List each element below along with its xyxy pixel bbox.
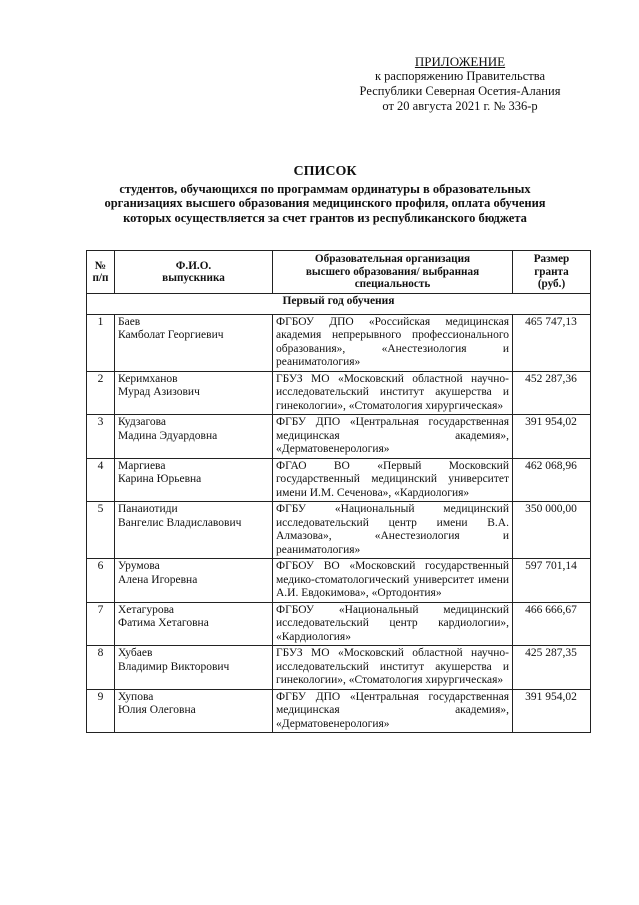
table-row	[87, 415, 591, 459]
graduate-name-cell	[115, 559, 273, 603]
title-line: которых осуществляется за счет грантов из республиканского бюджета	[123, 210, 527, 225]
organization-specialty: ФГАО ВО «Первый Московский государственный медицинский университет имени И.М. Сеченова», «Кардиология»	[273, 458, 513, 502]
graduate-name-cell	[115, 502, 273, 559]
header-organization	[273, 251, 513, 294]
header-text: Размер	[533, 253, 570, 266]
organization-specialty: ГБУЗ МО «Московский областной научно-исследовательский институт акушерства и гинекологии», «Стоматология хирургическая»	[273, 371, 513, 415]
appendix-block	[340, 54, 580, 114]
table-row	[87, 646, 591, 690]
graduate-given-names: Карина Юрьевна	[118, 473, 202, 485]
header-text: выпускника	[162, 272, 225, 284]
organization-specialty: ГБУЗ МО «Московский областной научно-исследовательский институт акушерства и гинекологии», «Стоматология хирургическая»	[273, 646, 513, 690]
title-line: студентов, обучающихся по программам ординатуры в образовательных	[119, 181, 531, 196]
table-row	[87, 689, 591, 733]
row-number: 9	[87, 689, 115, 733]
section-label: Первый год обучения	[87, 294, 591, 315]
graduate-name-cell	[115, 314, 273, 371]
organization-specialty: ФГБУ «Национальный медицинский исследовательский центр имени В.А. Алмазова», «Анестезиология и реаниматология»	[273, 502, 513, 559]
organization-specialty: ФГБОУ ДПО «Российская медицинская академия непрерывного профессионального образования», «Анестезиология и реаниматология»	[273, 314, 513, 371]
row-number: 7	[87, 602, 115, 646]
header-text: №	[94, 259, 107, 272]
grant-amount: 350 000,00	[513, 502, 591, 559]
graduate-surname: Урумова	[118, 560, 160, 572]
graduate-given-names: Мадина Эдуардовна	[118, 429, 218, 442]
header-text: (руб.)	[537, 278, 566, 291]
header-text: Образовательная организация	[314, 253, 471, 266]
graduate-name-cell	[115, 689, 273, 733]
header-name	[115, 251, 273, 294]
organization-specialty: ФГБОУ ВО «Московский государственный медико-стоматологический университет имени А.И. Евдокимова», «Ортодонтия»	[273, 559, 513, 603]
graduate-given-names: Владимир Викторович	[118, 660, 230, 673]
graduate-surname: Кудзагова	[118, 416, 167, 428]
graduate-given-names: Вангелис Владиславович	[118, 516, 242, 529]
graduate-name-cell	[115, 602, 273, 646]
graduate-surname: Керимханов	[118, 372, 178, 385]
row-number: 1	[87, 314, 115, 371]
header-text: п/п	[92, 272, 109, 284]
graduate-name-cell	[115, 458, 273, 502]
table-header-row	[87, 251, 591, 294]
graduate-given-names: Мурад Азизович	[118, 386, 200, 398]
graduate-surname: Баев	[118, 315, 141, 328]
grant-amount: 466 666,67	[513, 602, 591, 646]
appendix-line: к распоряжению Правительства	[374, 69, 545, 83]
graduate-given-names: Юлия Олеговна	[118, 704, 196, 716]
graduate-name-cell	[115, 646, 273, 690]
graduate-given-names: Алена Игоревна	[118, 573, 198, 586]
graduate-surname: Хупова	[118, 690, 154, 703]
row-number: 3	[87, 415, 115, 459]
row-number: 4	[87, 458, 115, 502]
organization-specialty: ФГБУ ДПО «Центральная государственная медицинская академия», «Дерматовенерология»	[273, 689, 513, 733]
header-text: специальность	[354, 278, 431, 291]
graduate-name-cell	[115, 415, 273, 459]
appendix-heading: ПРИЛОЖЕНИЕ	[414, 54, 506, 69]
header-number	[87, 251, 115, 294]
section-row	[87, 294, 591, 315]
graduate-given-names: Фатима Хетаговна	[118, 617, 209, 629]
grant-amount: 462 068,96	[513, 458, 591, 502]
document-title: СПИСОК	[293, 164, 357, 179]
header-text: Ф.И.О.	[175, 259, 212, 272]
grant-amount: 391 954,02	[513, 689, 591, 733]
row-number: 8	[87, 646, 115, 690]
graduate-given-names: Камболат Георгиевич	[118, 329, 224, 341]
header-text: высшего образования/ выбранная	[305, 265, 480, 278]
row-number: 6	[87, 559, 115, 603]
table-row	[87, 602, 591, 646]
grant-amount: 465 747,13	[513, 314, 591, 371]
title-line: организациях высшего образования медицинского профиля, оплата обучения	[104, 196, 546, 210]
header-text: гранта	[534, 265, 569, 278]
grant-amount: 425 287,35	[513, 646, 591, 690]
grant-amount: 452 287,36	[513, 371, 591, 415]
graduate-surname: Хетагурова	[118, 603, 175, 616]
appendix-line: Республики Северная Осетия-Алания	[359, 84, 561, 98]
appendix-line: от 20 августа 2021 г. № 336-р	[382, 99, 538, 113]
grant-amount: 597 701,14	[513, 559, 591, 603]
table-row	[87, 371, 591, 415]
graduate-surname: Хубаев	[118, 647, 153, 659]
table-row	[87, 502, 591, 559]
organization-specialty: ФГБОУ «Национальный медицинский исследовательский центр кардиологии», «Кардиология»	[273, 602, 513, 646]
document-title-block	[60, 165, 590, 225]
graduate-surname: Маргиева	[118, 459, 166, 472]
table-row	[87, 314, 591, 371]
header-grant	[513, 251, 591, 294]
organization-specialty: ФГБУ ДПО «Центральная государственная медицинская академия», «Дерматовенерология»	[273, 415, 513, 459]
graduate-surname: Панаиотиди	[118, 503, 178, 515]
row-number: 2	[87, 371, 115, 415]
row-number: 5	[87, 502, 115, 559]
grant-amount: 391 954,02	[513, 415, 591, 459]
grants-table	[86, 250, 591, 733]
table-row	[87, 458, 591, 502]
graduate-name-cell	[115, 371, 273, 415]
table-row	[87, 559, 591, 603]
